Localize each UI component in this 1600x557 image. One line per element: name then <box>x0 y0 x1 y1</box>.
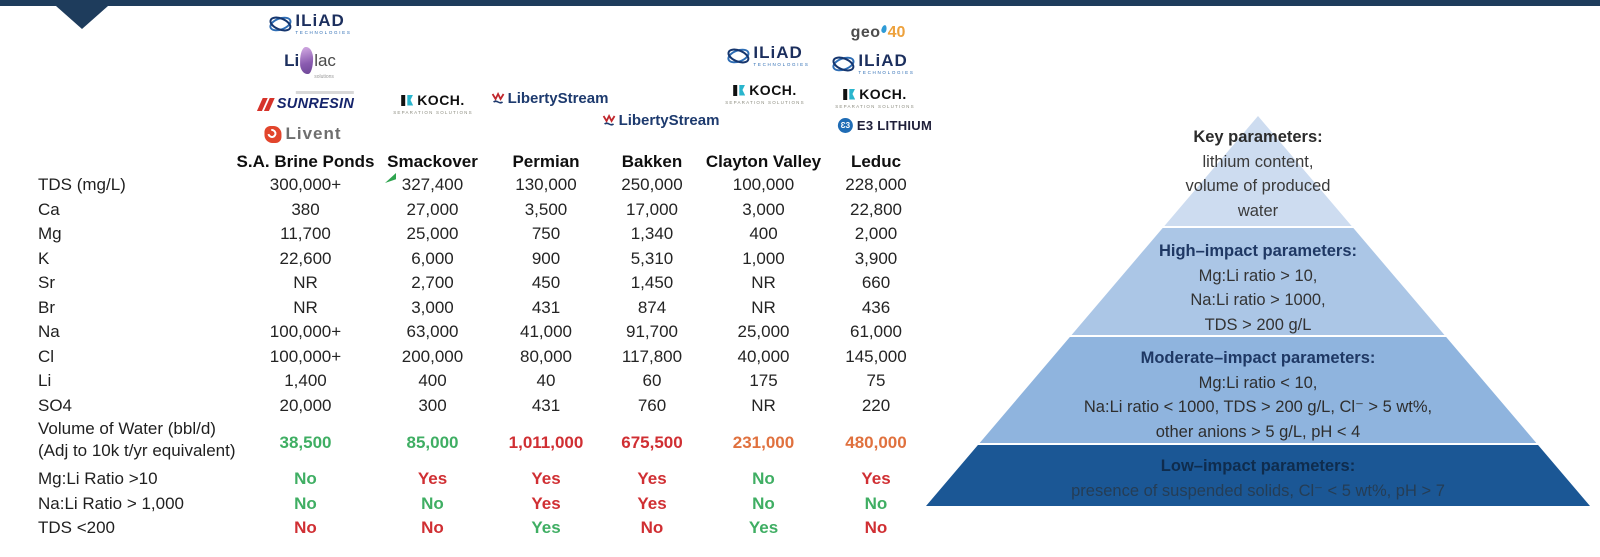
table-cell: 1,400 <box>284 371 327 391</box>
table-cell: 220 <box>861 395 891 415</box>
row-label: Na:Li Ratio > 1,000 <box>38 493 185 513</box>
pyramid-tier-line: Na:Li ratio < 1000, TDS > 200 g/L, Cl⁻ > 5 wt%, <box>1083 398 1433 416</box>
table-cell: 380 <box>291 199 320 219</box>
pyramid-tier-line: water <box>1237 201 1279 220</box>
pyramid-tier-line: other anions > 5 g/L, pH < 4 <box>1155 422 1361 441</box>
koch-sub-wordmark: SEPARATION SOLUTIONS <box>725 100 805 105</box>
geo40-wordmark: geo <box>850 24 881 41</box>
table-cell: 400 <box>749 224 778 244</box>
iliad-sub-wordmark: TECHNOLOGIES <box>753 62 810 68</box>
table-cell: 63,000 <box>406 322 459 342</box>
volume-value-cell: 675,500 <box>621 432 683 452</box>
column-header: Clayton Valley <box>705 151 822 171</box>
table-cell: 11,700 <box>280 224 331 244</box>
column-header: Smackover <box>387 151 478 171</box>
lilac-leaf-icon <box>300 47 313 74</box>
flag-value-cell: No <box>864 493 888 513</box>
pyramid-tier-text-4 <box>926 445 1590 503</box>
koch-k-icon-cyan <box>739 85 745 96</box>
pyramid-tier-line: presence of suspended solids, Cl⁻ < 5 wt%, pH > 7 <box>1071 481 1445 500</box>
table-cell: 117,800 <box>621 346 683 366</box>
table-cell: 60 <box>642 371 662 391</box>
pyramid-tier-title: Key parameters: <box>1193 128 1323 146</box>
table-cell: NR <box>293 297 318 317</box>
column-header: Leduc <box>850 151 902 171</box>
table-cell: 1,000 <box>742 248 785 268</box>
flag-value-cell: No <box>294 518 317 538</box>
volume-label-line2: (Adj to 10k t/yr equivalent) <box>38 441 236 460</box>
koch-k-icon <box>401 95 405 106</box>
flag-value-cell: No <box>752 469 775 489</box>
row-label: Sr <box>38 273 55 293</box>
table-cell: NR <box>751 273 776 293</box>
geo40-number: 40 <box>887 24 906 41</box>
sunresin-tagline-decoration <box>296 91 354 94</box>
table-cell: NR <box>751 297 776 317</box>
table-cell: 1,450 <box>630 273 674 293</box>
pyramid-tier-line: lithium content, <box>1202 152 1314 171</box>
row-label-volume <box>38 418 240 467</box>
pyramid-tier-title: High–impact parameters: <box>1158 242 1358 260</box>
table-cell: 327,400 <box>401 175 464 195</box>
flag-value-cell: No <box>294 469 317 489</box>
row-label: Na <box>38 322 60 342</box>
volume-value-cell: 38,500 <box>279 432 332 452</box>
row-label: Mg:Li Ratio >10 <box>38 469 158 489</box>
table-corner-cell <box>38 150 240 173</box>
pyramid-tier-text-2 <box>926 228 1590 337</box>
flag-value-cell: Yes <box>531 469 561 489</box>
table-cell: 400 <box>418 371 447 391</box>
table-cell: 760 <box>637 395 667 415</box>
table-cell: 75 <box>866 371 886 391</box>
flag-value-cell: No <box>864 518 888 538</box>
table-cell: 900 <box>531 248 561 268</box>
table-cell: 3,500 <box>524 199 568 219</box>
table-cell: 80,000 <box>520 346 572 366</box>
iliad-wordmark: ILiAD <box>295 11 345 31</box>
koch-wordmark: KOCH. <box>401 92 465 108</box>
koch-k-icon-cyan <box>849 89 855 100</box>
logo-iliad-technologies <box>726 44 809 68</box>
libertystream-wordmark: LibertyStream <box>618 112 720 129</box>
iliad-wordmark: ILiAD <box>858 51 908 71</box>
e3-circle-icon: Ɛ3 <box>838 118 853 133</box>
row-label: SO4 <box>38 395 73 415</box>
koch-wordmark: KOCH. <box>843 86 907 102</box>
libertystream-mark-icon <box>603 114 616 127</box>
pyramid-tier-text-3 <box>926 337 1590 444</box>
iliad-swirl-icon <box>831 52 855 76</box>
table-cell: 450 <box>531 273 561 293</box>
top-banner-bar <box>0 0 1600 6</box>
libertystream-mark-icon <box>492 92 505 105</box>
table-cell: 2,700 <box>411 273 454 293</box>
row-label: Li <box>38 371 52 391</box>
logo-koch-separation-solutions <box>393 92 473 115</box>
table-cell: 228,000 <box>845 175 907 195</box>
flag-value-cell: No <box>294 493 317 513</box>
flag-value-cell: Yes <box>531 518 561 538</box>
row-label: K <box>38 248 50 268</box>
table-cell: 300,000+ <box>269 175 342 195</box>
koch-wordmark: KOCH. <box>733 82 797 98</box>
pyramid-tier-title: Moderate–impact parameters: <box>1140 349 1376 367</box>
banner-triangle-icon <box>56 6 108 29</box>
row-label: Cl <box>38 346 55 366</box>
table-cell: 1,340 <box>630 224 674 244</box>
logo-e3-lithium <box>838 118 932 133</box>
pyramid-text-layer <box>926 116 1590 506</box>
iliad-sub-wordmark: TECHNOLOGIES <box>295 30 352 36</box>
table-cell: 100,000+ <box>269 322 342 342</box>
table-cell: 2,000 <box>854 224 898 244</box>
pyramid-tier-title: Low–impact parameters: <box>1160 457 1356 475</box>
flag-value-cell: No <box>421 518 444 538</box>
row-label: TDS <200 <box>38 518 116 538</box>
table-cell: 40 <box>536 371 556 391</box>
logo-koch-separation-solutions <box>835 86 915 109</box>
libertystream-wordmark: LibertyStream <box>507 90 609 107</box>
table-cell: 660 <box>861 273 891 293</box>
table-cell: 175 <box>749 371 778 391</box>
row-label: Ca <box>38 199 60 219</box>
table-cell: 20,000 <box>279 395 332 415</box>
table-cell: 40,000 <box>737 346 790 366</box>
logo-sunresin <box>260 91 354 112</box>
koch-sub-wordmark: SEPARATION SOLUTIONS <box>835 104 915 109</box>
table-cell: 61,000 <box>850 322 902 342</box>
e3-wordmark: E3 LITHIUM <box>856 118 933 133</box>
logo-iliad-technologies <box>831 52 914 76</box>
koch-k-icon-cyan <box>407 95 413 106</box>
iliad-sub-wordmark: TECHNOLOGIES <box>858 70 915 76</box>
flag-value-cell: Yes <box>531 493 561 513</box>
pyramid-tier-line: Mg:Li ratio > 10, <box>1198 266 1318 285</box>
table-cell: 200,000 <box>401 346 464 366</box>
pyramid-tier-line: volume of produced <box>1185 177 1331 195</box>
koch-k-icon <box>733 85 737 96</box>
row-label: TDS (mg/L) <box>38 175 126 195</box>
table-cell: 3,000 <box>411 297 454 317</box>
geo40-droplet-icon <box>881 24 888 33</box>
sunresin-wordmark: SUNRESIN <box>260 96 354 112</box>
sunresin-s-icon <box>260 98 274 111</box>
impact-pyramid-diagram <box>926 116 1590 506</box>
volume-label-line1: Volume of Water (bbl/d) <box>38 419 216 438</box>
table-cell: NR <box>293 273 318 293</box>
pyramid-tier-text-1 <box>926 116 1590 223</box>
table-cell: 27,000 <box>406 199 459 219</box>
logo-koch-separation-solutions <box>725 82 805 105</box>
iliad-wordmark: ILiAD <box>753 43 803 63</box>
table-cell: 436 <box>861 297 891 317</box>
koch-sub-wordmark: SEPARATION SOLUTIONS <box>393 110 473 115</box>
iliad-swirl-icon <box>726 44 750 68</box>
flag-value-cell: No <box>421 493 444 513</box>
logo-iliad-technologies <box>268 12 351 36</box>
table-cell: 874 <box>637 297 667 317</box>
table-cell: 100,000+ <box>269 346 342 366</box>
table-cell: 431 <box>531 395 561 415</box>
logo-livent <box>264 124 341 144</box>
volume-value-cell: 480,000 <box>845 432 907 452</box>
column-header: Bakken <box>621 151 683 171</box>
logo-libertystream <box>603 112 720 129</box>
logo-libertystream <box>492 90 609 107</box>
flag-value-cell: No <box>640 518 664 538</box>
lilac-sub-wordmark: solutions <box>314 74 334 80</box>
iliad-text <box>295 12 351 36</box>
iliad-text <box>753 44 809 68</box>
table-cell: NR <box>751 395 776 415</box>
flag-value-cell: No <box>752 493 775 513</box>
table-cell: 250,000 <box>621 175 683 195</box>
table-cell: 41,000 <box>520 322 572 342</box>
table-cell: 130,000 <box>515 175 577 195</box>
koch-k-icon <box>843 89 847 100</box>
table-cell: 431 <box>531 297 561 317</box>
livent-flame-icon <box>264 126 281 143</box>
volume-value-cell: 85,000 <box>406 432 459 452</box>
iliad-text <box>858 52 914 76</box>
flag-value-cell: Yes <box>417 469 448 489</box>
table-cell: 22,800 <box>850 199 902 219</box>
livent-wordmark: Livent <box>285 124 342 143</box>
flag-value-cell: Yes <box>637 493 667 513</box>
table-cell: 100,000 <box>732 175 795 195</box>
table-cell: 25,000 <box>406 224 459 244</box>
table-cell: 3,900 <box>854 248 898 268</box>
volume-value-cell: 1,011,000 <box>508 432 584 452</box>
row-label: Br <box>38 297 55 317</box>
pyramid-tier-line: Na:Li ratio > 1000, <box>1190 291 1326 309</box>
table-cell: 750 <box>531 224 561 244</box>
column-header: S.A. Brine Ponds <box>236 151 375 171</box>
flag-value-cell: Yes <box>748 518 779 538</box>
table-cell: 5,310 <box>630 248 674 268</box>
table-cell: 300 <box>418 395 447 415</box>
pyramid-tier-line: TDS > 200 g/L <box>1204 315 1312 334</box>
table-cell: 17,000 <box>626 199 678 219</box>
logo-geo40 <box>851 24 906 42</box>
iliad-swirl-icon <box>268 12 292 36</box>
logo-lilac-solutions <box>284 47 336 80</box>
brine-comparison-table <box>38 150 931 541</box>
flag-value-cell: Yes <box>637 469 667 489</box>
table-cell: 25,000 <box>737 322 790 342</box>
flag-value-cell: Yes <box>861 469 891 489</box>
pyramid-tier-line: Mg:Li ratio < 10, <box>1198 373 1318 392</box>
table-cell: 3,000 <box>742 199 785 219</box>
volume-value-cell: 231,000 <box>732 432 795 452</box>
lilac-wordmark: Li lac <box>284 47 336 74</box>
row-label: Mg <box>38 224 62 244</box>
table-cell: 6,000 <box>411 248 454 268</box>
column-header: Permian <box>512 151 580 171</box>
table-cell: 145,000 <box>845 346 907 366</box>
table-cell: 91,700 <box>626 322 678 342</box>
table-cell: 22,600 <box>279 248 332 268</box>
